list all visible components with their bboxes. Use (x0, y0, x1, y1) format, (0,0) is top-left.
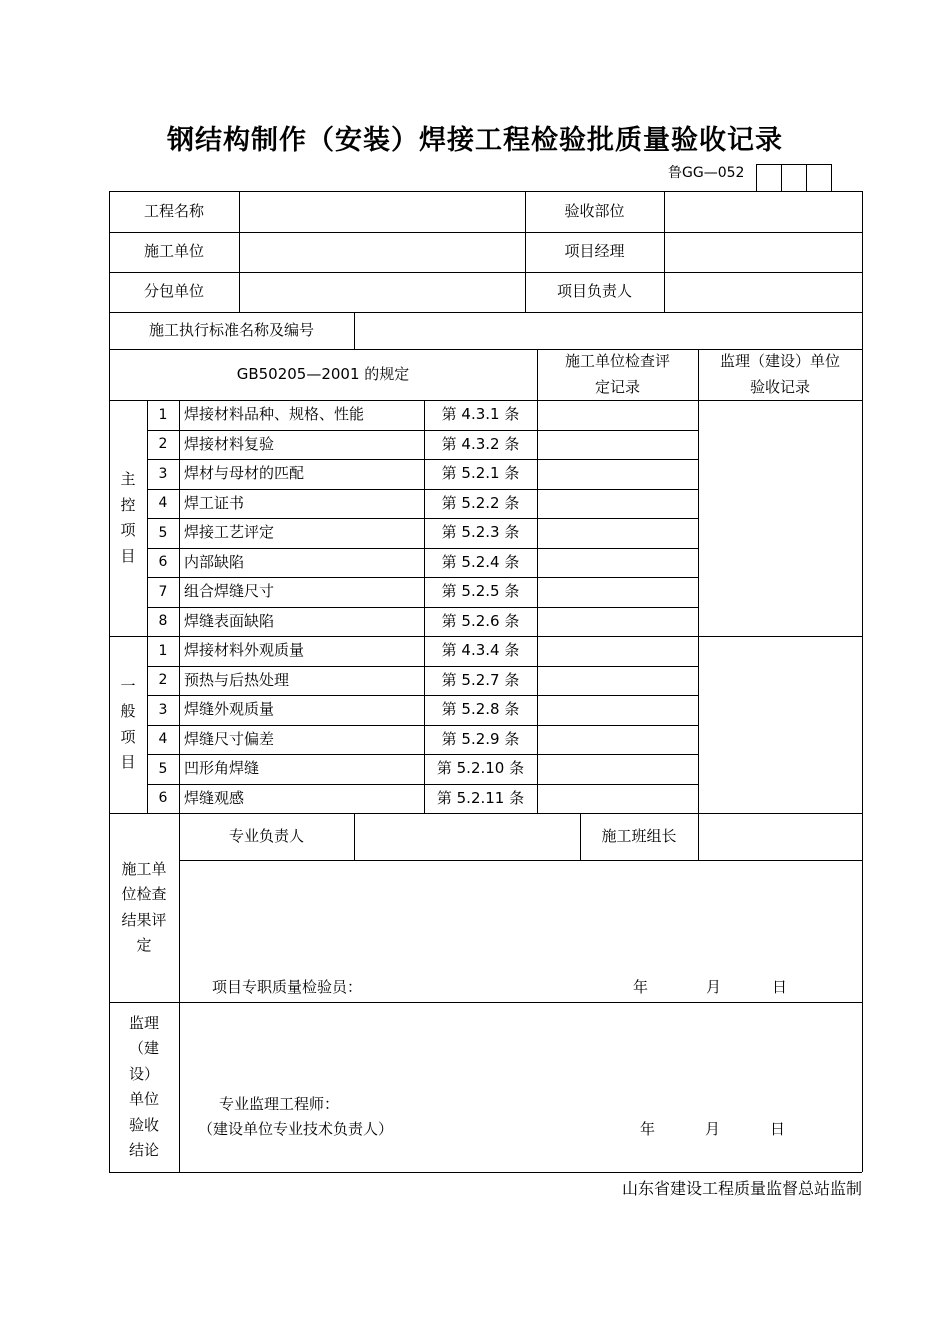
acceptance-form (109, 191, 862, 1172)
item-name: 焊接材料外观质量 (184, 641, 305, 659)
item-clause: 第 5.2.9 条 (441, 729, 520, 748)
supervisor-day: 日 (770, 1120, 786, 1139)
label-team-leader: 施工班组长 (601, 826, 677, 845)
item-clause: 第 5.2.5 条 (441, 582, 520, 600)
item-number: 1 (158, 406, 168, 423)
item-clause: 第 4.3.4 条 (441, 641, 520, 659)
item-number: 2 (158, 672, 168, 689)
label-construction-unit: 施工单位 (143, 242, 204, 261)
item-name: 焊材与母材的匹配 (184, 464, 305, 482)
inspector-label: 项目专职质量检验员： (212, 978, 363, 997)
item-number: 6 (158, 554, 168, 571)
contractor-check-cell[interactable] (537, 607, 698, 637)
item-name: 焊接材料复验 (184, 434, 275, 453)
label-project-manager: 项目经理 (564, 242, 625, 261)
supervisor-record-main[interactable] (698, 400, 862, 636)
label-project-name: 工程名称 (143, 201, 204, 220)
item-clause: 第 5.2.10 条 (436, 759, 525, 777)
item-clause: 第 5.2.8 条 (441, 700, 520, 718)
item-number: 6 (158, 790, 168, 807)
item-clause: 第 4.3.2 条 (441, 434, 520, 453)
label-specialist: 专业负责人 (228, 826, 304, 845)
project-name-field[interactable] (239, 191, 525, 232)
item-name: 焊接材料品种、规格、性能 (184, 405, 365, 423)
owner-rep-label: （建设单位专业技术负责人） (198, 1120, 394, 1139)
item-name: 预热与后热处理 (184, 670, 290, 689)
acceptance-part-field[interactable] (664, 191, 862, 232)
project-manager-field[interactable] (664, 232, 862, 272)
item-name: 凹形角焊缝 (184, 759, 260, 777)
item-name: 焊缝外观质量 (184, 700, 275, 718)
item-name: 焊缝观感 (184, 788, 245, 807)
item-number: 3 (158, 701, 168, 718)
subcontract-unit-field[interactable] (239, 272, 525, 312)
contractor-eval-label: 施工单位检查结果评定 (121, 859, 167, 954)
code-boxes (757, 164, 832, 192)
item-number: 5 (158, 524, 168, 541)
supervisor-year: 年 (640, 1120, 656, 1139)
standard-name-field[interactable] (354, 312, 862, 349)
item-clause: 第 5.2.7 条 (441, 670, 520, 689)
contractor-year: 年 (633, 978, 649, 997)
item-number: 4 (158, 731, 168, 748)
item-clause: 第 5.2.2 条 (441, 493, 520, 512)
contractor-check-cell[interactable] (537, 548, 698, 578)
item-clause: 第 5.2.3 条 (441, 523, 520, 541)
label-subcontract-unit: 分包单位 (143, 282, 204, 301)
item-number: 4 (158, 495, 168, 512)
item-name: 焊缝尺寸偏差 (184, 729, 275, 748)
item-name: 组合焊缝尺寸 (184, 582, 275, 600)
construction-unit-field[interactable] (239, 232, 525, 272)
contractor-check-cell[interactable] (537, 695, 698, 725)
supervisor-eval-label: 监理（建设）单位验收结论 (128, 1013, 159, 1159)
contractor-check-cell[interactable] (537, 459, 698, 489)
item-clause: 第 5.2.1 条 (441, 464, 520, 482)
specialist-field[interactable] (354, 813, 580, 860)
contractor-day: 日 (772, 978, 788, 997)
item-name: 焊缝表面缺陷 (184, 611, 275, 630)
column-contractor-check: 施工单位检查评定记录 (565, 352, 671, 396)
project-leader-field[interactable] (664, 272, 862, 312)
contractor-check-cell[interactable] (537, 489, 698, 519)
item-number: 3 (158, 465, 168, 482)
form-code: 鲁GG—052 (668, 165, 745, 181)
footer-issuer: 山东省建设工程质量监督总站监制 (621, 1179, 862, 1198)
label-project-leader: 项目负责人 (556, 282, 632, 301)
contractor-check-cell[interactable] (537, 784, 698, 814)
item-name: 焊工证书 (184, 493, 245, 512)
contractor-check-cell[interactable] (537, 577, 698, 607)
item-number: 1 (158, 642, 168, 659)
contractor-check-cell[interactable] (537, 666, 698, 696)
label-acceptance-part: 验收部位 (564, 201, 625, 220)
item-number: 2 (158, 436, 168, 453)
supervisor-month: 月 (705, 1120, 721, 1139)
item-name: 内部缺陷 (184, 552, 245, 571)
engineer-label: 专业监理工程师： (219, 1095, 340, 1114)
item-number: 7 (158, 583, 168, 600)
contractor-check-cell[interactable] (537, 725, 698, 755)
item-clause: 第 5.2.6 条 (441, 611, 520, 630)
contractor-check-cell[interactable] (537, 430, 698, 460)
contractor-check-cell[interactable] (537, 636, 698, 666)
item-clause: 第 4.3.1 条 (441, 405, 520, 423)
item-name: 焊接工艺评定 (184, 523, 275, 541)
contractor-check-cell[interactable] (537, 518, 698, 548)
supervisor-record-general[interactable] (698, 636, 862, 813)
contractor-check-cell[interactable] (537, 754, 698, 784)
label-standard-name: 施工执行标准名称及编号 (148, 320, 314, 339)
item-number: 5 (158, 760, 168, 777)
team-leader-field[interactable] (698, 813, 862, 860)
column-spec: GB50205—2001 的规定 (236, 364, 410, 383)
page-title: 钢结构制作（安装）焊接工程检验批质量验收记录 (167, 125, 783, 156)
item-clause: 第 5.2.4 条 (441, 552, 520, 571)
item-number: 8 (158, 613, 168, 630)
item-clause: 第 5.2.11 条 (436, 788, 525, 807)
general-items-label: 一般项目 (120, 676, 136, 771)
contractor-month: 月 (706, 978, 722, 997)
main-control-label: 主控项目 (120, 470, 136, 565)
column-supervisor-record: 监理（建设）单位验收记录 (719, 352, 840, 396)
contractor-check-cell[interactable] (537, 400, 698, 430)
